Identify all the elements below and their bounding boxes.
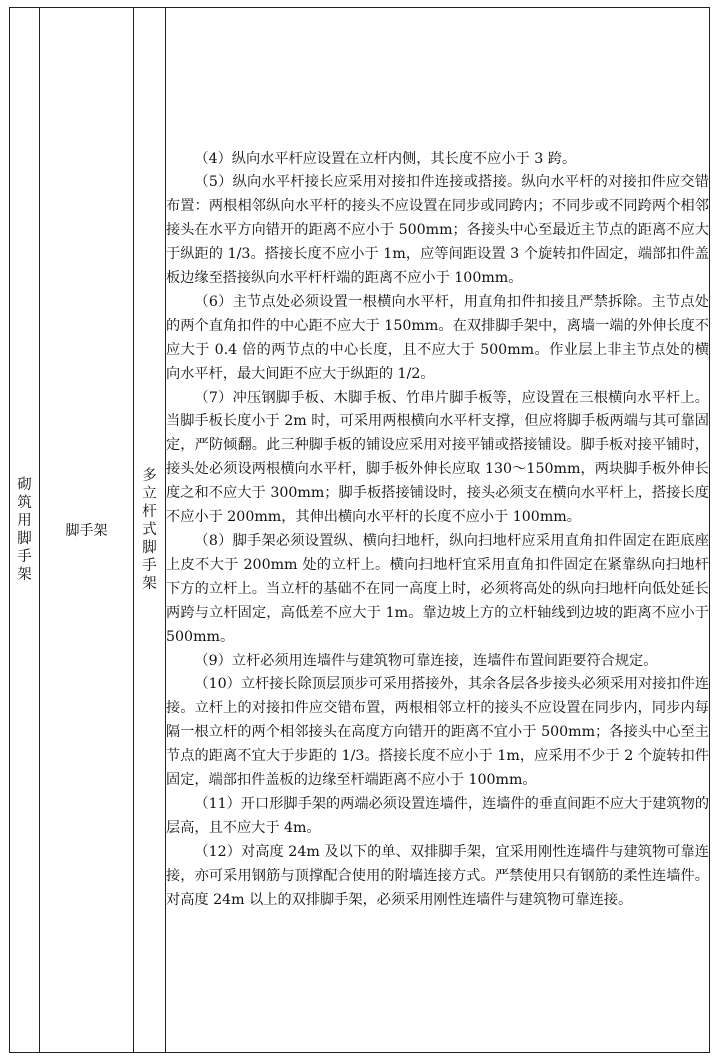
requirement-paragraph-6: （6）主节点处必须设置一根横向水平杆，用直角扣件扣接且严禁拆除。主节点处的两个直角扣件的中心距不应大于 150mm。在双排脚手架中，离墙一端的外伸长度不应大于 0.4 倍的两节点的中心长度，且不应大于 500mm。作业层上非主节点处的横向水平杆，最大间距不应大于纵距的 1/2。 [166, 293, 709, 382]
requirement-paragraph-10: （10）立杆接长除顶层顶步可采用搭接外，其余各层各步接头必须采用对接扣件连接。立杆上的对接扣件应交错布置，两根相邻立杆的接头不应设置在同步内，同步内每隔一根立杆的两个相邻接头在高度方向错开的距离不宜小于 500mm；各接头中心至主节点的距离不宜大于步距的 1/3。搭接长度不应小于 1m，应采用不少于 2 个旋转扣件固定，端部扣件盖板的边缘至杆端距离不应小于 100mm。 [166, 676, 710, 789]
requirement-paragraph-7: （7）冲压钢脚手板、木脚手板、竹串片脚手板等，应设置在三根横向水平杆上。当脚手板长度小于 2m 时，可采用两根横向水平杆支撑，但应将脚手板两端与其可靠固定，严防倾翻。此三种脚手板的铺设应采用对接平铺或搭接铺设。脚手板对接平铺时，接头处必须设两根横向水平杆，脚手板外伸长应取 130～150mm，两块脚手板外伸长度之和不应大于 300mm；脚手板搭接铺设时，接头必须支在横向水平杆上，搭接长度不应小于 200mm，其伸出横向水平杆的长度不应小于 100mm。 [166, 389, 709, 526]
specification-table [9, 7, 710, 1053]
requirement-paragraph-8: （8）脚手架必须设置纵、横向扫地杆，纵向扫地杆应采用直角扣件固定在距底座上皮不大于 200mm 处的立杆上。横向扫地杆宜采用直角扣件固定在紧靠纵向扫地杆下方的立杆上。当立杆的基础不在同一高度上时，必须将高处的纵向扫地杆向低处延长两跨与立杆固定，高低差不应大于 1m。靠边坡上方的立杆轴线到边坡的距离不应小于 500mm。 [166, 533, 709, 645]
table-row [10, 8, 710, 1053]
item-cell [40, 8, 134, 1053]
requirement-paragraph-12: （12）对高度 24m 及以下的单、双排脚手架，宜采用刚性连墙件与建筑物可靠连接，亦可采用钢筋与顶撑配合使用的附墙连接方式。严禁使用只有钢筋的柔性连墙件。对高度 24m 以上的双排脚手架，必须采用刚性连墙件与建筑物可靠连接。 [166, 843, 709, 908]
requirement-paragraph-9: （9）立杆必须用连墙件与建筑物可靠连接，连墙件布置间距要符合规定。 [194, 652, 658, 669]
item-label: 脚手架 [65, 523, 108, 539]
requirement-paragraph-5: （5）纵向水平杆接长应采用对接扣件连接或搭接。纵向水平杆的对接扣件应交错布置：两根相邻纵向水平杆的接头不应设置在同步或同跨内；不同步或不同跨两个相邻接头在水平方向错开的距离不应小于 500mm；各接头中心至最近主节点的距离不应大于纵距的 1/3。搭接长度不应小于 1m，应等间距设置 3 个旋转扣件固定，端部扣件盖板边缘至搭接纵向水平杆杆端的距离不应小于 100mm。 [166, 174, 709, 287]
method-cell [134, 8, 166, 1053]
method-label: 多立杆式脚手架 [142, 468, 157, 592]
requirement-paragraph-11: （11）开口形脚手架的两端必须设置连墙件，连墙件的垂直间距不应大于建筑物的层高，且不应大于 4m。 [166, 795, 710, 836]
requirement-paragraph-4: （4）纵向水平杆应设置在立杆内侧，其长度不应小于 3 跨。 [194, 150, 577, 167]
category-cell [10, 8, 40, 1053]
category-label: 砌筑用脚手架 [17, 477, 32, 583]
requirements-cell [166, 8, 710, 1053]
